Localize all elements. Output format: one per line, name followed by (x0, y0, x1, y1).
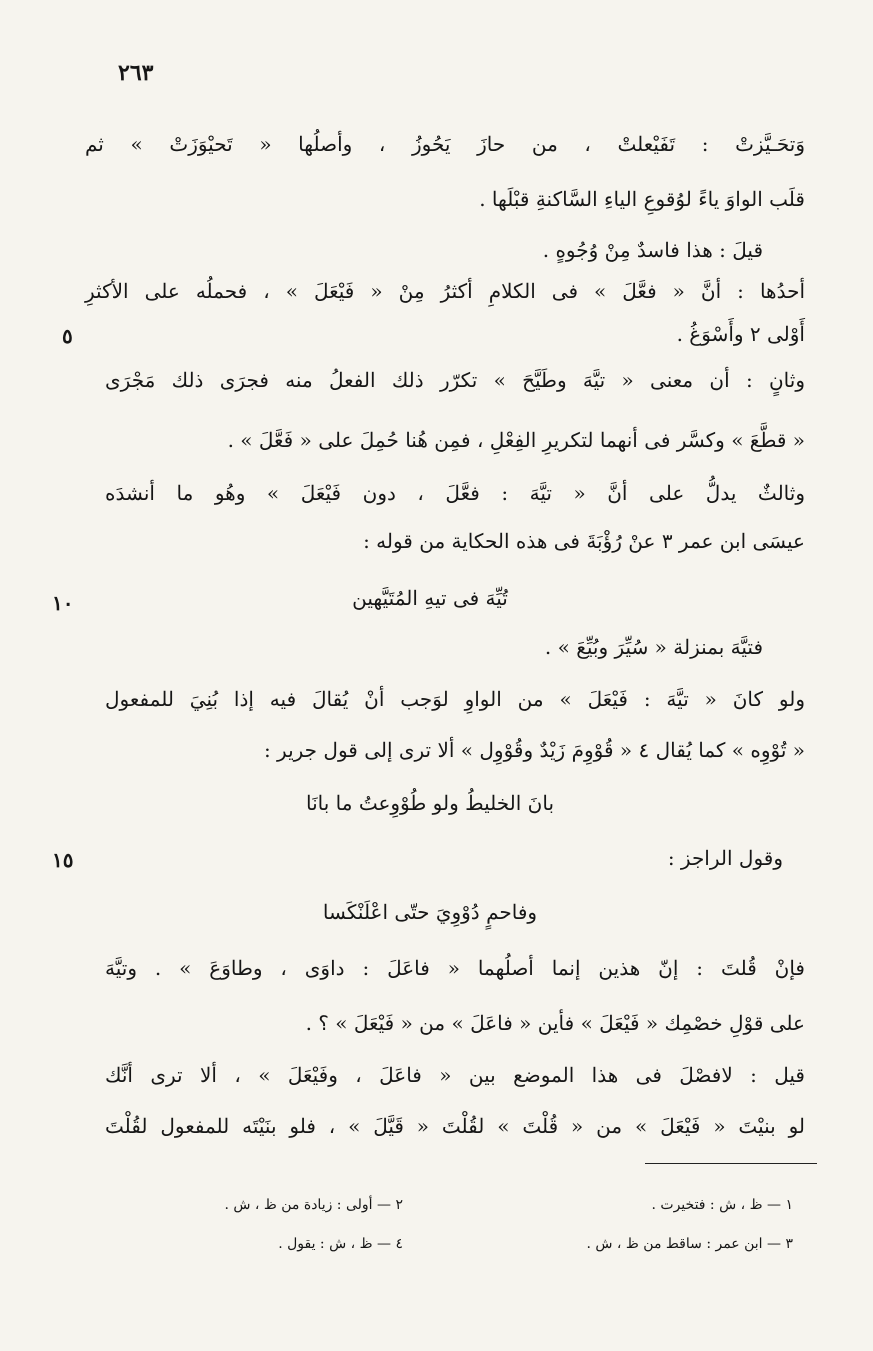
text-line: قيل : لافصْلَ فى هذا الموضع بين « فاعَلَ ، وفَيْعَلَ » ، ألا ترى أنَّك (105, 1063, 805, 1087)
verse-line: تُيِّهَ فى تيهِ المُتَيَّهين (352, 586, 508, 610)
footnote: ٣ — ابن عمر : ساقط من ظ ، ش . (586, 1236, 793, 1252)
text-line: فتيَّهَ بمنزلة « سُيِّرَ وبُيِّعَ » . (544, 635, 763, 659)
footnote: ٢ — أولى : زيادة من ظ ، ش . (224, 1197, 403, 1213)
footnote: ١ — ظ ، ش : فتخيرت . (651, 1197, 793, 1213)
footnote-divider (645, 1163, 817, 1164)
text-line: قيلَ : هذا فاسدٌ مِنْ وُجُوهٍ . (542, 238, 763, 262)
text-line: قلَب الواوَ ياءً لوُقوعِ الياءِ السَّاكنةِ قبْلَها . (479, 187, 805, 211)
text-line: « تُوْوِه » كما يُقال ٤ « قُوْوِمَ زَيْدٌ وقُوْوِل » ألا ترى إلى قول جرير : (263, 738, 805, 762)
text-line: « قطَّعَ » وكسَّر فى أنهما لتكريرِ الفِعْلِ ، فمِن هُنا حُمِلَ على « فَعَّلَ » . (227, 428, 805, 452)
text-line: لو بنيْتَ « فَيْعَلَ » من « قُلْتَ » لقُلْتَ « قَيَّلَ » ، فلو بنَيْتَه للمفعول لقُلْتَ (105, 1114, 805, 1138)
text-line: فإنْ قُلتَ : إنّ هذين إنما أصلُهما « فاعَلَ : داوَى ، وطاوَعَ » . وتيَّهَ (105, 956, 805, 980)
text-line: أحدُها : أنَّ « فعَّلَ » فى الكلامِ أكثرُ مِنْ « فَيْعَلَ » ، فحملُه على الأكثرِ (85, 279, 805, 303)
text-line: ولو كانَ « تيَّهَ : فَيْعَلَ » من الواوِ لوَجب أنْ يُقالَ فيه إذا بُنِيَ للمفعول (105, 687, 805, 711)
line-number: ٥ (62, 324, 73, 348)
text-line: وقول الراجز : (667, 846, 783, 870)
text-line: وَتحَـيَّزتْ : تَفَيْعلتْ ، من حازَ يَحُوزُ ، وأصلُها « تَحيْوَزَتْ » ثم (85, 132, 805, 156)
page-number: ٢٦٣ (118, 60, 154, 86)
verse-line: بانَ الخليطُ ولو طُوْوِعتُ ما بانَا (305, 791, 555, 815)
text-line: أَوْلى ٢ وأَسْوَغُ . (676, 322, 805, 346)
text-line: وثالثٌ يدلُّ على أنَّ « تيَّهَ : فعَّلَ ، دون فَيْعَلَ » وهُو ما أنشدَه (105, 481, 805, 505)
verse-line: وفاحمٍ دُوْوِيَ حتّى اعْلَنْكَسا (322, 900, 538, 924)
line-number: ١٠ (52, 591, 74, 615)
footnote: ٤ — ظ ، ش : يقول . (278, 1236, 403, 1252)
text-line: على قوْلِ خصْمِك « فَيْعَلَ » فأين « فاعَلَ » من « فَيْعَلَ » ؟ . (305, 1011, 805, 1035)
text-line: وثانٍ : أن معنى « تيَّهَ وطَيَّحَ » تكرّر ذلك الفعلُ منه فجرَى ذلك مَجْرَى (105, 368, 805, 392)
line-number: ١٥ (52, 848, 74, 872)
text-line: عيسَى ابن عمر ٣ عنْ رُؤْبَةَ فى هذه الحكاية من قوله : (363, 529, 805, 553)
